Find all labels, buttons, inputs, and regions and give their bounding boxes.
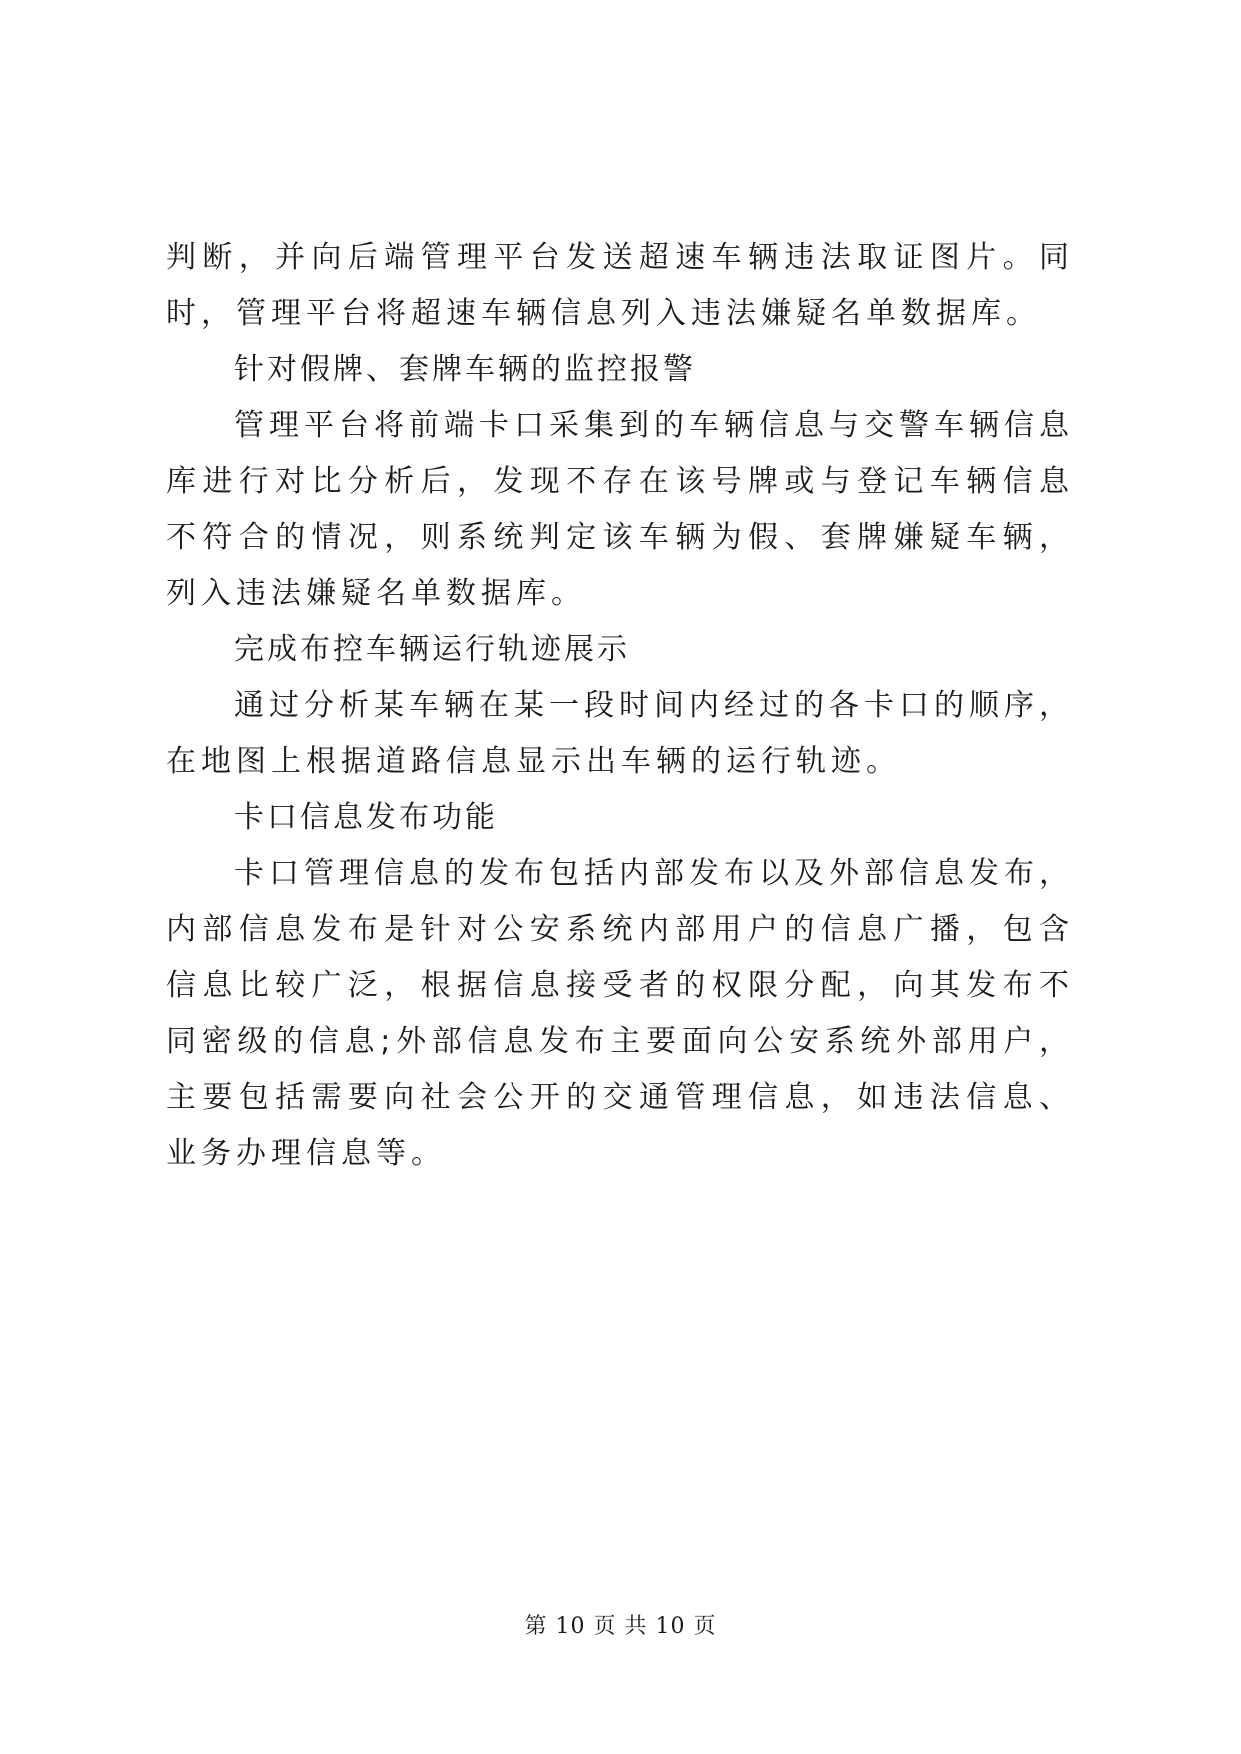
paragraph-trajectory-display: 通过分析某车辆在某一段时间内经过的各卡口的顺序，在地图上根据道路信息显示出车辆的运行轨迹。 [166,688,1074,779]
page-number-footer: 第 10 页 共 10 页 [524,1614,717,1639]
paragraph-fake-plate-detection: 管理平台将前端卡口采集到的车辆信息与交警车辆信息库进行对比分析后，发现不存在该号牌或与登记车辆信息不符合的情况，则系统判定该车辆为假、套牌嫌疑车辆，列入违法嫌疑名单数据库。 [166,408,1074,611]
section-heading-vehicle-trajectory: 完成布控车辆运行轨迹展示 [234,632,630,667]
document-body [166,230,1074,1182]
section-heading-info-release: 卡口信息发布功能 [234,800,498,835]
paragraph-continuation: 判断，并向后端管理平台发送超速车辆违法取证图片。同时，管理平台将超速车辆信息列入违法嫌疑名单数据库。 [166,240,1074,331]
section-heading-fake-plate-alarm: 针对假牌、套牌车辆的监控报警 [234,352,696,387]
paragraph-info-release: 卡口管理信息的发布包括内部发布以及外部信息发布，内部信息发布是针对公安系统内部用户的信息广播，包含信息比较广泛，根据信息接受者的权限分配，向其发布不同密级的信息;外部信息发布主要面向公安系统外部用户，主要包括需要向社会公开的交通管理信息，如违法信息、业务办理信息等。 [166,856,1074,1171]
